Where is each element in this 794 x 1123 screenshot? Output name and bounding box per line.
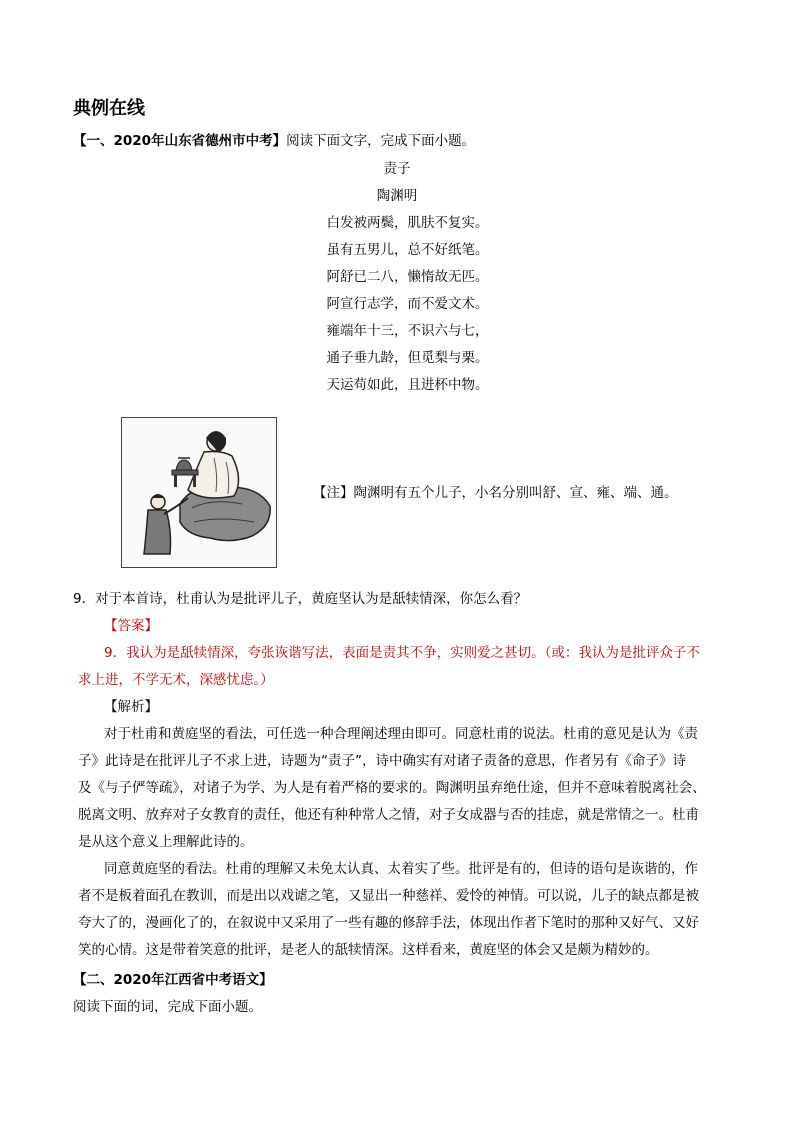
answer-line: 求上进，不学无术，深感忧虑。） bbox=[78, 672, 274, 688]
answer-label: 【答案】 bbox=[104, 618, 158, 634]
analysis-line: 及《与子俨等疏》，对诸子为学、为人是有着严格的要求的。陶渊明虽弃绝仕途，但并不意味着脱离社会、 bbox=[78, 780, 706, 796]
analysis-line: 夸大了的，漫画化了的，在叙说中又采用了一些有趣的修辞手法，体现出作者下笔时的那种又好气、又好 bbox=[78, 915, 699, 931]
poem-author: 陶渊明 bbox=[376, 188, 418, 204]
analysis-line: 子》此诗是在批评儿子不求上进，诗题为“责子”，诗中确实有对诸子责备的意思，作者另有《命子》诗 bbox=[78, 753, 686, 769]
poem-line: 白发被两鬓，肌肤不复实。 bbox=[326, 215, 489, 231]
analysis-line: 脱离文明、放弃对子女教育的责任，他还有种种常人之情，对子女成器与否的挂虑，就是常情之一。杜甫 bbox=[78, 807, 699, 823]
question-source-2: 【二、2020年江西省中考语文】 bbox=[73, 972, 273, 988]
poem-title: 责子 bbox=[383, 161, 411, 177]
question-instruction-2: 阅读下面的词，完成下面小题。 bbox=[73, 999, 262, 1015]
poem-line: 阿宣行志学，而不爱文术。 bbox=[326, 296, 489, 312]
question-instruction: 阅读下面文字，完成下面小题。 bbox=[286, 133, 476, 149]
answer-line: 9．我认为是舐犊情深，夸张诙谐写法，表面是责其不争，实则爱之甚切。（或：我认为是批评众子不 bbox=[104, 645, 700, 661]
section-title: 典例在线 bbox=[73, 98, 145, 119]
analysis-line: 对于杜甫和黄庭坚的看法，可任选一种合理阐述理由即可。同意杜甫的说法。杜甫的意见是认为《责 bbox=[104, 726, 698, 742]
question-source: 【一、2020年山东省德州市中考】 bbox=[73, 133, 287, 149]
question-header-1 bbox=[73, 132, 475, 150]
analysis-line: 者不是板着面孔在教训，而是出以戏谑之笔，又显出一种慈祥、爱怜的神情。可以说，儿子的缺点都是被 bbox=[78, 888, 699, 904]
analysis-line: 笑的心情。这是带着笑意的批评，是老人的舐犊情深。这样看来，黄庭坚的体会又是颇为精妙的。 bbox=[78, 942, 659, 958]
poem-line: 阿舒已二八，懒惰故无匹。 bbox=[326, 269, 489, 285]
poem-note: 【注】陶渊明有五个儿子，小名分别叫舒、宣、雍、端、通。 bbox=[313, 485, 678, 501]
poem-line: 雍端年十三，不识六与七， bbox=[326, 323, 489, 339]
analysis-line: 是从这个意义上理解此诗的。 bbox=[78, 834, 254, 850]
poem-line: 虽有五男儿，总不好纸笔。 bbox=[326, 242, 489, 258]
ink-drawing-icon bbox=[122, 418, 276, 567]
poet-illustration bbox=[121, 417, 277, 568]
analysis-line: 同意黄庭坚的看法。杜甫的理解又未免太认真、太着实了些。批评是有的，但诗的语句是诙谐的，作 bbox=[104, 861, 698, 877]
analysis-label: 【解析】 bbox=[104, 699, 158, 715]
poem-line: 天运苟如此，且进杯中物。 bbox=[326, 377, 489, 393]
poem-line: 通子垂九龄，但觅梨与栗。 bbox=[326, 350, 489, 366]
question-9: 9．对于本首诗，杜甫认为是批评儿子，黄庭坚认为是舐犊情深，你怎么看？ bbox=[73, 591, 528, 607]
